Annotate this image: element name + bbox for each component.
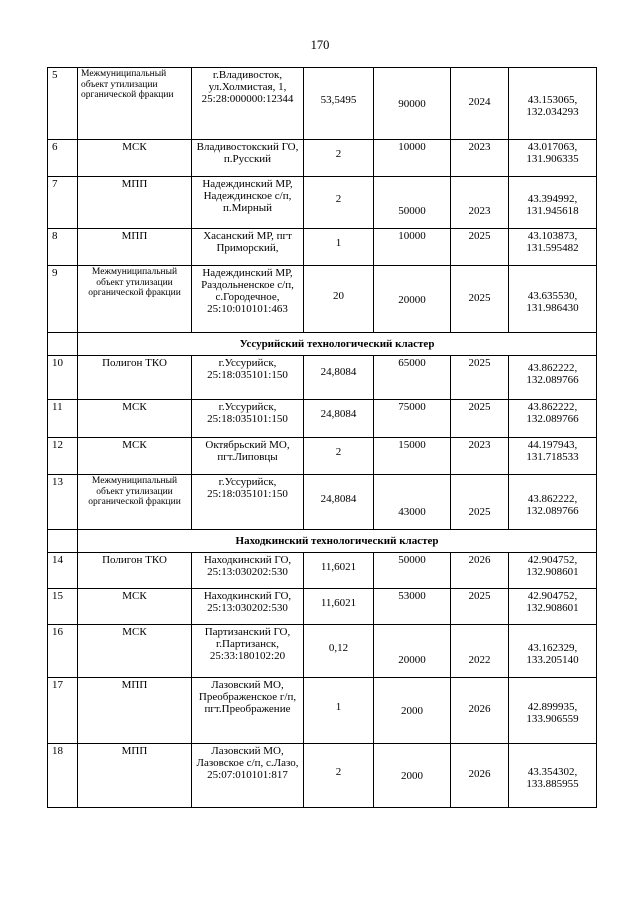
facility-name: Полигон ТКО — [78, 356, 192, 400]
facility-address: Лазовский МО, Лазовское с/п, с.Лазо, 25:07:010101:817 — [192, 744, 304, 808]
table-row — [48, 68, 597, 140]
facility-address: Находкинский ГО, 25:13:030202:530 — [192, 553, 304, 589]
page-number: 170 — [310, 38, 330, 52]
row-number: 8 — [48, 229, 78, 266]
facility-address: г.Уссурийск, 25:18:035101:150 — [192, 400, 304, 438]
facility-address: Владивостокский ГО, п.Русский — [192, 140, 304, 177]
facility-capacity: 20000 — [374, 266, 451, 333]
facility-area: 1 — [304, 229, 374, 266]
facility-capacity: 50000 — [374, 553, 451, 589]
facility-year: 2025 — [451, 475, 509, 530]
facility-area: 24,8084 — [304, 475, 374, 530]
facility-coordinates: 43.394992, 131.945618 — [509, 177, 597, 229]
facility-address: Октябрьский МО, пгт.Липовцы — [192, 438, 304, 475]
row-number: 10 — [48, 356, 78, 400]
table-row — [48, 266, 597, 333]
row-number: 13 — [48, 475, 78, 530]
table-row — [48, 177, 597, 229]
facility-address: Надеждинский МР, Надеждинское с/п, п.Мирный — [192, 177, 304, 229]
facility-name: Межмуниципальный объект утилизации органической фракции — [78, 475, 192, 530]
table-row — [48, 678, 597, 744]
facility-coordinates: 43.862222, 132.089766 — [509, 400, 597, 438]
facility-year: 2025 — [451, 229, 509, 266]
facility-area: 2 — [304, 177, 374, 229]
facility-capacity: 15000 — [374, 438, 451, 475]
facility-address: Хасанский МР, пгт Приморский, — [192, 229, 304, 266]
facility-year: 2023 — [451, 438, 509, 475]
row-number: 5 — [48, 68, 78, 140]
facility-name: МПП — [78, 678, 192, 744]
facility-coordinates: 44.197943, 131.718533 — [509, 438, 597, 475]
facility-capacity: 53000 — [374, 589, 451, 625]
row-number: 11 — [48, 400, 78, 438]
facility-year: 2026 — [451, 678, 509, 744]
facility-address: г.Владивосток, ул.Холмистая, 1, 25:28:000000:12344 — [192, 68, 304, 140]
empty-cell — [48, 333, 78, 356]
facility-area: 24,8084 — [304, 400, 374, 438]
facility-name: МПП — [78, 744, 192, 808]
facility-year: 2025 — [451, 266, 509, 333]
facility-year: 2026 — [451, 553, 509, 589]
table-row — [48, 553, 597, 589]
facility-capacity: 50000 — [374, 177, 451, 229]
facility-area: 20 — [304, 266, 374, 333]
facility-capacity: 2000 — [374, 678, 451, 744]
facility-year: 2023 — [451, 140, 509, 177]
facility-area: 2 — [304, 438, 374, 475]
facility-year: 2023 — [451, 177, 509, 229]
facility-area: 2 — [304, 744, 374, 808]
cluster-title: Находкинский технологический кластер — [78, 530, 597, 553]
table-row — [48, 625, 597, 678]
row-number: 7 — [48, 177, 78, 229]
facility-address: Надеждинский МР, Раздольненское с/п, с.Городечное, 25:10:010101:463 — [192, 266, 304, 333]
table-row — [48, 229, 597, 266]
row-number: 9 — [48, 266, 78, 333]
facility-coordinates: 43.153065, 132.034293 — [509, 68, 597, 140]
table-row — [48, 589, 597, 625]
facility-capacity: 43000 — [374, 475, 451, 530]
facility-name: МПП — [78, 229, 192, 266]
facility-name: МСК — [78, 589, 192, 625]
facility-coordinates: 43.017063, 131.906335 — [509, 140, 597, 177]
facility-address: Партизанский ГО, г.Партизанск, 25:33:180102:20 — [192, 625, 304, 678]
facility-year: 2025 — [451, 589, 509, 625]
facility-area: 11,6021 — [304, 553, 374, 589]
row-number: 14 — [48, 553, 78, 589]
table-row — [48, 744, 597, 808]
facility-name: МСК — [78, 140, 192, 177]
facility-area: 1 — [304, 678, 374, 744]
row-number: 15 — [48, 589, 78, 625]
facility-area: 11,6021 — [304, 589, 374, 625]
row-number: 17 — [48, 678, 78, 744]
row-number: 18 — [48, 744, 78, 808]
facility-year: 2025 — [451, 356, 509, 400]
row-number: 12 — [48, 438, 78, 475]
table-row — [48, 356, 597, 400]
row-number: 16 — [48, 625, 78, 678]
facility-capacity: 75000 — [374, 400, 451, 438]
row-number: 6 — [48, 140, 78, 177]
facility-name: Межмуниципальный объект утилизации органической фракции — [78, 68, 192, 140]
facility-area: 2 — [304, 140, 374, 177]
facility-capacity: 10000 — [374, 140, 451, 177]
facility-address: Лазовский МО, Преображенское г/п, пгт.Преображение — [192, 678, 304, 744]
facility-name: Межмуниципальный объект утилизации органической фракции — [78, 266, 192, 333]
table-row — [48, 140, 597, 177]
facility-capacity: 10000 — [374, 229, 451, 266]
facility-address: г.Уссурийск, 25:18:035101:150 — [192, 475, 304, 530]
empty-cell — [48, 530, 78, 553]
facility-coordinates: 43.103873, 131.595482 — [509, 229, 597, 266]
facility-name: Полигон ТКО — [78, 553, 192, 589]
facility-address: Находкинский ГО, 25:13:030202:530 — [192, 589, 304, 625]
table-row — [48, 400, 597, 438]
facility-coordinates: 42.904752, 132.908601 — [509, 553, 597, 589]
facility-year: 2025 — [451, 400, 509, 438]
facility-area: 24,8084 — [304, 356, 374, 400]
facility-address: г.Уссурийск, 25:18:035101:150 — [192, 356, 304, 400]
facility-coordinates: 43.354302, 133.885955 — [509, 744, 597, 808]
cluster-header-row — [48, 333, 597, 356]
facility-name: МСК — [78, 400, 192, 438]
facility-capacity: 20000 — [374, 625, 451, 678]
facility-name: МПП — [78, 177, 192, 229]
facilities-table — [47, 67, 597, 808]
facility-year: 2024 — [451, 68, 509, 140]
facility-area: 0,12 — [304, 625, 374, 678]
facility-coordinates: 42.899935, 133.906559 — [509, 678, 597, 744]
facility-coordinates: 43.862222, 132.089766 — [509, 475, 597, 530]
facility-coordinates: 43.162329, 133.205140 — [509, 625, 597, 678]
cluster-header-row — [48, 530, 597, 553]
facility-capacity: 2000 — [374, 744, 451, 808]
facility-year: 2026 — [451, 744, 509, 808]
facility-coordinates: 43.862222, 132.089766 — [509, 356, 597, 400]
facility-capacity: 90000 — [374, 68, 451, 140]
facility-coordinates: 43.635530, 131.986430 — [509, 266, 597, 333]
facility-name: МСК — [78, 438, 192, 475]
cluster-title: Уссурийский технологический кластер — [78, 333, 597, 356]
facility-coordinates: 42.904752, 132.908601 — [509, 589, 597, 625]
facility-area: 53,5495 — [304, 68, 374, 140]
table-row — [48, 438, 597, 475]
facility-capacity: 65000 — [374, 356, 451, 400]
table-row — [48, 475, 597, 530]
facility-name: МСК — [78, 625, 192, 678]
facility-year: 2022 — [451, 625, 509, 678]
